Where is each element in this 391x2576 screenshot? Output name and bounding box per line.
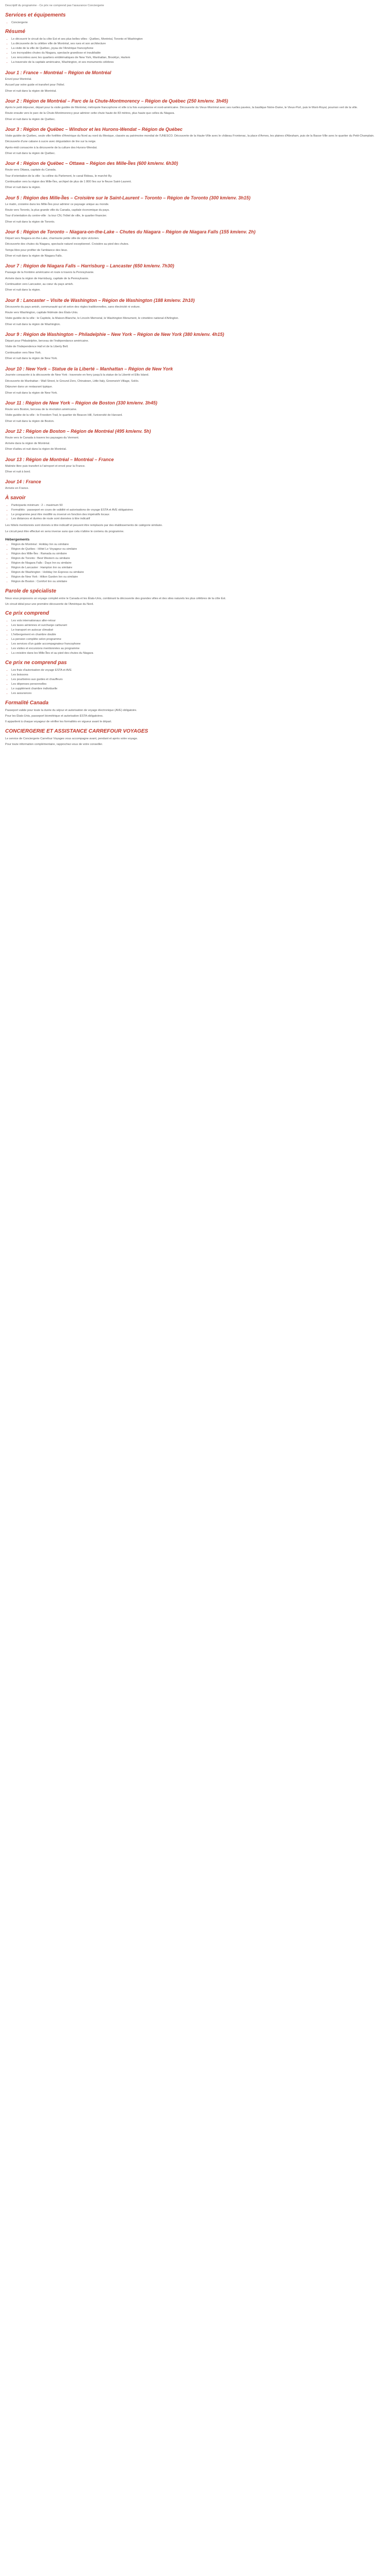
excludes-list [5, 668, 386, 696]
info-list [5, 503, 386, 522]
list-item: • Le programme peut être modifié ou inversé en fonction des impératifs locaux [11, 513, 386, 517]
day-text: Après-midi consacrée à la découverte de la culture des Hurons-Wendat. [5, 146, 97, 149]
day-text: Départ pour Philadelphie, berceau de l'indépendance américaine. [5, 340, 89, 343]
day-text: Arrivée en France. [5, 487, 29, 490]
day-title: Jour 14 : France [5, 479, 41, 485]
day-section [5, 98, 386, 122]
list-item: • Les frais d'autorisation de voyage ESTA et AVE [11, 668, 386, 673]
formalities-text: Passeport valide pour toute la durée du séjour et autorisation de voyage électronique (AVE) obligatoire. [5, 708, 137, 712]
day-text: Départ vers Niagara-on-the-Lake, charmante petite ville de style victorien. [5, 236, 100, 240]
list-item: • Les vols internationaux aller-retour [11, 619, 386, 623]
day-title: Jour 8 : Lancaster – Visite de Washington – Région de Washington (188 km/env. 2h10) [5, 297, 195, 303]
promise-text: Un circuit idéal pour une première découverte de l'Amérique du Nord. [5, 602, 94, 606]
day-text: Découverte du pays amish, communauté qui vit selon des règles traditionnelles, sans électricité ni voiture. [5, 305, 141, 309]
formalities-heading: Formalité Canada [5, 700, 48, 706]
itinerary [5, 70, 386, 491]
day-text: Dîner et nuit dans la région de New York. [5, 357, 58, 361]
day-text: Dîner et nuit à bord. [5, 470, 31, 474]
day-section [5, 195, 386, 224]
info-text: Le circuit peut être effectué en sens inverse sans que cela n'altère le contenu du programme. [5, 530, 124, 533]
includes-heading: Ce prix comprend [5, 611, 50, 617]
day-section [5, 400, 386, 423]
day-title: Jour 7 : Région de Niagara Falls – Harrisburg – Lancaster (650 km/env. 7h30) [5, 263, 174, 269]
list-item: • Le transport en autocar climatisé [11, 628, 386, 633]
list-item: • Le supplément chambre individuelle [11, 687, 386, 691]
day-title: Jour 4 : Région de Québec – Ottawa – Région des Mille-Îles (600 km/env. 6h30) [5, 161, 178, 166]
formalities-text: Pour les États-Unis, passeport biométrique et autorisation ESTA obligatoires. [5, 714, 104, 718]
day-text: Dîner et nuit dans la région de Montréal. [5, 89, 57, 93]
day-text: Découverte d'une cabane à sucre avec dégustation de tire sur la neige. [5, 140, 96, 144]
day-title: Jour 5 : Région des Mille-Îles – Croisière sur le Saint-Laurent – Toronto – Région de Toronto (300 km/env. 3h15) [5, 195, 251, 200]
day-title: Jour 2 : Région de Montréal – Parc de la Chute-Montmorency – Région de Québec (250 km/env. 3h45) [5, 98, 229, 104]
day-text: Route vers Boston, berceau de la révolution américaine. [5, 408, 77, 411]
list-item: • Région de Washington : Holiday Inn Express ou similaire [11, 570, 386, 575]
day-text: Découverte de Manhattan : Wall Street, le Ground Zero, Chinatown, Little Italy, Greenwich Village, SoHo. [5, 379, 139, 383]
day-section [5, 366, 386, 395]
includes-list [5, 619, 386, 656]
day-section [5, 127, 386, 156]
day-text: Route ensuite vers le parc de la Chute-Montmorency pour admirer cette chute haute de 83 mètres, plus haute que celles du Niagara. [5, 112, 175, 115]
list-item: • L'hébergement en chambre double [11, 633, 386, 637]
hotels-list [5, 543, 386, 584]
day-text: Arrivée dans la région de Montréal. [5, 442, 51, 446]
list-item: • La croisière dans les Mille-Îles et au pied des chutes du Niagara [11, 651, 386, 656]
day-text: Passage de la frontière américaine et route à travers la Pennsylvanie. [5, 271, 94, 275]
day-text: Envol pour Montréal. [5, 77, 32, 81]
list-item: • Région de Toronto : Best Western ou similaire [11, 556, 386, 561]
conciergerie-heading: CONCIERGERIE ET ASSISTANCE CARREFOUR VOYAGES [5, 728, 149, 734]
list-item: • Région de New York : Hilton Garden Inn ou similaire [11, 575, 386, 580]
day-text: Le matin, croisière dans les Mille-Îles pour admirer ce paysage unique au monde. [5, 202, 109, 206]
list-item: • Les assurances [11, 691, 386, 696]
day-section [5, 70, 386, 93]
day-text: Continuation vers la région des Mille-Îles, archipel de plus de 1 800 îles sur le fleuve Saint-Laurent. [5, 180, 132, 183]
promise-heading: Parole de spécialiste [5, 588, 56, 594]
day-text: Route vers Ottawa, capitale du Canada. [5, 168, 57, 172]
day-text: Route vers Washington, capitale fédérale des États-Unis. [5, 311, 78, 315]
list-item: • Les pourboires aux guides et chauffeurs [11, 677, 386, 682]
day-title: Jour 9 : Région de Washington – Philadelphie – New York – Région de New York (380 km/env. 4h15) [5, 332, 224, 337]
day-section [5, 298, 386, 327]
day-section [5, 429, 386, 452]
excludes-heading: Ce prix ne comprend pas [5, 659, 67, 666]
list-item: • Les rencontres avec les quartiers emblématiques de New York, Manhattan, Brooklyn, Harlem [11, 56, 386, 60]
list-item: • Participants minimum : 2 – maximum 50 [11, 503, 386, 508]
resume-heading: Résumé [5, 29, 25, 35]
info-text: Les hôtels mentionnés sont donnés à titre indicatif et peuvent être remplacés par des établissements de catégorie similaire. [5, 524, 163, 528]
day-title: Jour 11 : Région de New York – Région de Boston (330 km/env. 3h45) [5, 400, 157, 405]
conciergerie-text: Pour toute information complémentaire, rapprochez-vous de votre conseiller. [5, 743, 103, 747]
day-text: Dîner et nuit dans la région de Washington. [5, 323, 61, 326]
day-text: Matinée libre puis transfert à l'aéroport et envol pour la France. [5, 464, 86, 468]
hotels-heading: Hébergements [5, 538, 30, 542]
day-text: Dîner et nuit dans la région de Niagara Falls. [5, 255, 63, 258]
day-text: Continuation vers Lancaster, au cœur du pays amish. [5, 283, 74, 286]
day-text: Arrivée dans la région de Harrisburg, capitale de la Pennsylvanie. [5, 277, 89, 280]
list-item: • La pension complète selon programme [11, 637, 386, 642]
day-text: Accueil par votre guide et transfert pour l'hôtel. [5, 83, 65, 87]
list-item: • Formalités : passeport en cours de validité et autorisations de voyage ESTA et AVE obligatoires [11, 508, 386, 513]
day-text: Continuation vers New York. [5, 351, 42, 354]
day-text: Visite guidée de la ville : le Capitole, la Maison-Blanche, le Lincoln Memorial, le Washington Monument, le cimetière national d'Arlington. [5, 317, 179, 320]
promise-text: Nous vous proposons un voyage complet entre le Canada et les États-Unis, combinant la découverte des grandes villes et des sites naturels les plus célèbres de la côte Est. [5, 597, 226, 600]
day-title: Jour 12 : Région de Boston – Région de Montréal (495 km/env. 5h) [5, 428, 151, 434]
services-list [5, 21, 386, 25]
day-title: Jour 1 : France – Montréal – Région de Montréal [5, 70, 111, 76]
day-text: Dîner et nuit dans la région. [5, 186, 41, 190]
day-text: Dîner d'adieu et nuit dans la région de Montréal. [5, 448, 67, 451]
day-text: Route vers le Canada à travers les paysages du Vermont. [5, 436, 79, 439]
list-item: • Région des Mille-Îles : Ramada ou similaire [11, 552, 386, 556]
day-title: Jour 13 : Région de Montréal – Montréal – France [5, 456, 114, 462]
list-item: • Les boissons [11, 673, 386, 677]
day-section [5, 161, 386, 190]
day-text: Dîner et nuit dans la région de New York. [5, 391, 58, 395]
list-item: • Les dépenses personnelles [11, 682, 386, 687]
day-section [5, 263, 386, 292]
info-heading: À savoir [5, 495, 26, 501]
list-item: • La traversée de la capitale américaine, Washington, et ses monuments célèbres [11, 60, 386, 65]
day-section [5, 229, 386, 258]
day-title: Jour 6 : Région de Toronto – Niagara-on-the-Lake – Chutes du Niagara – Région de Niagara Falls (155 km/env. 2h) [5, 229, 256, 235]
day-text: Visite guidée de Québec, seule ville fortifiée d'Amérique du Nord au nord du Mexique, classée au patrimoine mondial de l'UNESCO. Découverte de la Haute-Ville avec le château Frontenac, la place d'Armes, les plaines d'Abraham, puis de la Basse-Ville avec le quartier du Petit-Champlain. [5, 134, 374, 138]
list-item: • Région de Lancaster : Hampton Inn ou similaire [11, 566, 386, 570]
day-title: Jour 3 : Région de Québec – Windsor et les Hurons-Wendat – Région de Québec [5, 127, 183, 132]
day-title: Jour 10 : New York – Statue de la Liberté – Manhattan – Région de New York [5, 366, 173, 371]
resume-list [5, 37, 386, 65]
day-text: Après le petit déjeuner, départ pour la visite guidée de Montréal, métropole francophone et ville à la fois européenne et nord-américaine. Découverte du Vieux-Montréal avec ses ruelles pavées, la basilique Notre-Dame, le Vieux-Port, puis le Mont-Royal, poumon vert de la ville. [5, 106, 358, 109]
list-item: • Les visites et excursions mentionnées au programme [11, 647, 386, 651]
day-text: Tour d'orientation de la ville : la colline du Parlement, le canal Rideau, le marché By. [5, 174, 112, 178]
day-text: Visite guidée de la ville : le Freedom Trail, le quartier de Beacon Hill, l'université de Harvard. [5, 414, 123, 417]
program-intro: Descriptif du programme - Ce prix ne comprend pas l'assurance Conciergerie [5, 4, 104, 7]
list-item: • Les services d'un guide accompagnateur francophone [11, 642, 386, 647]
day-text: Dîner et nuit dans la région de Québec. [5, 152, 56, 156]
day-text: Dîner et nuit dans la région de Québec. [5, 117, 56, 121]
day-text: Tour d'orientation du centre-ville : la tour CN, l'hôtel de ville, le quartier financier. [5, 214, 107, 218]
list-item: • La découverte de la célèbre ville de Montréal, ses rues et son architecture [11, 42, 386, 46]
day-section [5, 479, 386, 490]
day-text: Dîner et nuit dans la région. [5, 289, 41, 292]
formalities-text: Il appartient à chaque voyageur de vérifier les formalités en vigueur avant le départ. [5, 720, 112, 724]
list-item: • Les distances et durées de route sont données à titre indicatif [11, 517, 386, 521]
day-section [5, 332, 386, 361]
list-item: • Les incroyables chutes du Niagara, spectacle grandiose et inoubliable [11, 51, 386, 56]
list-item: • Région de Boston : Comfort Inn ou similaire [11, 580, 386, 584]
services-heading: Services et équipements [5, 12, 66, 18]
day-text: Dîner et nuit dans la région de Toronto. [5, 220, 55, 224]
day-text: Route vers Toronto, la plus grande ville du Canada, capitale économique du pays. [5, 208, 110, 212]
list-item: • La visite de la ville de Québec, joyau de l'Amérique francophone [11, 46, 386, 51]
day-text: Découverte des chutes du Niagara, spectacle naturel exceptionnel. Croisière au pied des chutes. [5, 243, 129, 246]
day-text: Journée consacrée à la découverte de New York : traversée en ferry jusqu'à la statue de la Liberté et Ellis Island. [5, 374, 150, 377]
list-item: • Région de Niagara Falls : Days Inn ou similaire [11, 561, 386, 566]
conciergerie-text: Le service de Conciergerie Carrefour Voyages vous accompagne avant, pendant et après votre voyage. [5, 737, 138, 740]
day-text: Visite de l'Independence Hall et de la Liberty Bell. [5, 345, 69, 349]
list-item: • Les taxes aériennes et surcharge carburant [11, 623, 386, 628]
list-item: • Conciergerie [11, 21, 386, 25]
day-text: Dîner et nuit dans la région de Boston. [5, 419, 55, 423]
list-item: • Le découvrir le circuit de la côte Est et ses plus belles villes : Québec, Montréal, Toronto et Washington [11, 37, 386, 42]
day-text: Temps libre pour profiter de l'ambiance des lieux. [5, 248, 68, 252]
list-item: • Région de Montréal : Holiday Inn ou similaire [11, 543, 386, 547]
day-text: Déjeuner dans un restaurant typique. [5, 385, 53, 389]
list-item: • Région de Québec : Hôtel Le Voyageur ou similaire [11, 547, 386, 552]
day-section [5, 457, 386, 474]
program-page [0, 0, 391, 758]
